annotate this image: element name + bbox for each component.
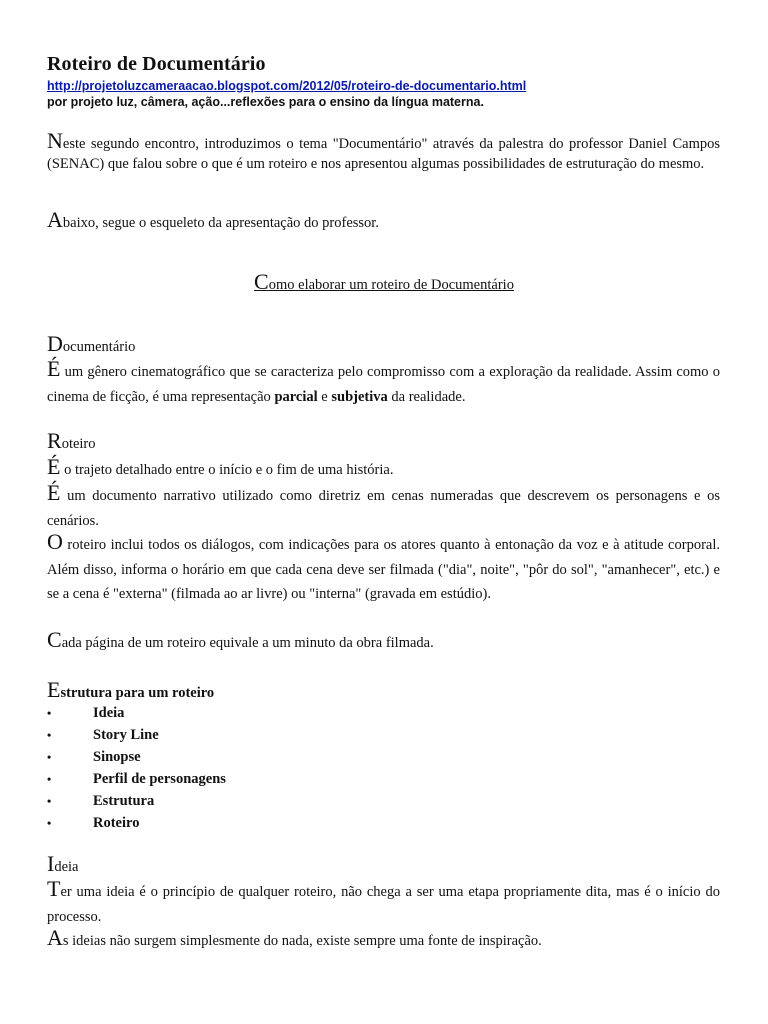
drop-cap: D <box>47 331 63 356</box>
list-item-label: Perfil de personagens <box>93 771 226 787</box>
drop-cap: É <box>47 356 61 381</box>
roteiro-line-3 <box>47 531 720 607</box>
heading-roteiro <box>47 430 96 453</box>
list-item <box>47 790 226 812</box>
section-title-text: omo elaborar um roteiro de Documentário <box>268 277 514 293</box>
byline: por projeto luz, câmera, ação...reflexões para o ensino da língua materna. <box>47 95 484 109</box>
drop-cap: A <box>47 925 63 950</box>
bullet-icon: • <box>47 728 52 742</box>
list-item-label: Estrutura <box>93 793 155 809</box>
documentario-text-b: e <box>317 388 332 405</box>
drop-cap: É <box>47 454 61 479</box>
documentario-text-a: um gênero cinematográfico que se caracteriza pelo compromisso com a exploração da realidade. Assim como o cinema de ficção, é uma representação <box>47 364 720 405</box>
bullet-icon: • <box>47 772 52 786</box>
drop-cap: R <box>47 428 62 453</box>
heading-text: strutura para um roteiro <box>60 685 215 701</box>
drop-cap: T <box>47 876 61 901</box>
ideia-text-1: er uma ideia é o princípio de qualquer roteiro, não chega a ser uma etapa propriamente dita, mas é o início do processo. <box>47 884 720 925</box>
heading-text: ocumentário <box>62 339 136 355</box>
ideia-line-1 <box>47 878 720 929</box>
roteiro-text-3: roteiro inclui todos os diálogos, com indicações para os atores quanto à entonação da voz e à atitude corporal. Além disso, informa o horário em que cada cena deve ser filmada ("dia", noite", "pôr do sol", "amanhecer", etc.) e se a cena é "externa" (filmada ao ar livre) ou "interna" (gravada em estúdio). <box>47 537 720 602</box>
list-item <box>47 812 226 834</box>
list-item-label: Roteiro <box>93 815 140 831</box>
roteiro-text-1: o trajeto detalhado entre o início e o fim de uma história. <box>60 462 394 478</box>
drop-cap: C <box>47 627 62 652</box>
heading-text: deia <box>54 859 79 875</box>
drop-cap: C <box>254 269 269 294</box>
roteiro-line-2 <box>47 482 720 533</box>
heading-ideia <box>47 853 78 876</box>
drop-cap: E <box>47 677 61 702</box>
bullet-icon: • <box>47 794 52 808</box>
drop-cap: A <box>47 207 63 232</box>
drop-cap: I <box>47 851 55 876</box>
list-item <box>47 724 226 746</box>
list-item <box>47 702 226 724</box>
intro-text: este segundo encontro, introduzimos o tema "Documentário" através da palestra do professor Daniel Campos (SENAC) que falou sobre o que é um roteiro e nos apresentou algumas possibilidades de estruturação do mesmo. <box>47 136 720 172</box>
intro-text-2: baixo, segue o esqueleto da apresentação do professor. <box>62 215 379 231</box>
documentario-text-c: da realidade. <box>387 388 466 405</box>
intro-paragraph-2 <box>47 209 379 236</box>
list-item-label: Ideia <box>93 705 125 721</box>
source-link[interactable]: http://projetoluzcameraacao.blogspot.com/2012/05/roteiro-de-documentario.html <box>47 79 527 93</box>
roteiro-line-1 <box>47 456 720 483</box>
list-item <box>47 746 226 768</box>
section-title-como-elaborar <box>0 271 768 294</box>
ideia-line-2 <box>47 927 720 954</box>
drop-cap: É <box>47 480 61 505</box>
bullet-icon: • <box>47 816 52 830</box>
bullet-icon: • <box>47 750 52 764</box>
documentario-bold-subjetiva: subjetiva <box>331 388 388 405</box>
drop-cap: O <box>47 529 63 554</box>
documentario-bold-parcial: parcial <box>274 388 318 405</box>
roteiro-line-4 <box>47 629 720 656</box>
page-title: Roteiro de Documentário <box>47 53 266 75</box>
list-item <box>47 768 226 790</box>
heading-text: oteiro <box>61 436 96 452</box>
documentario-paragraph <box>47 358 720 409</box>
drop-cap: N <box>47 128 63 153</box>
heading-estrutura <box>47 679 214 702</box>
list-item-label: Sinopse <box>93 749 141 765</box>
roteiro-text-4: ada página de um roteiro equivale a um minuto da obra filmada. <box>61 635 434 651</box>
estrutura-list <box>47 702 226 834</box>
roteiro-text-2: um documento narrativo utilizado como diretriz em cenas numeradas que descrevem os personagens e os cenários. <box>47 488 720 529</box>
list-item-label: Story Line <box>93 727 159 743</box>
intro-paragraph <box>47 130 720 174</box>
ideia-text-2: s ideias não surgem simplesmente do nada, existe sempre uma fonte de inspiração. <box>62 933 542 949</box>
heading-documentario <box>47 333 135 356</box>
bullet-icon: • <box>47 706 52 720</box>
